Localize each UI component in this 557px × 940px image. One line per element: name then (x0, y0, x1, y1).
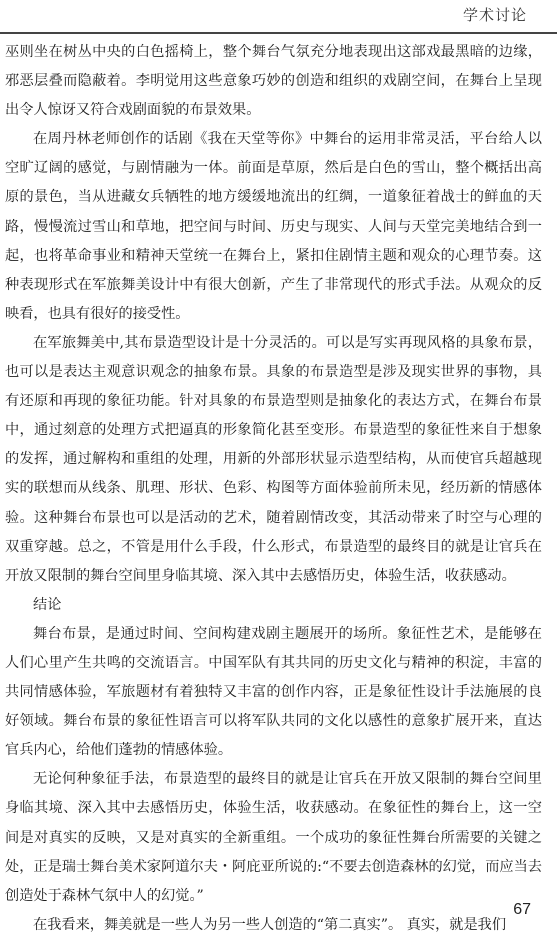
paragraph-5: 无论何种象征手法，布景造型的最终目的就是让官兵在开放又限制的舞台空间里身临其境、深入其中去感悟历史，体验生活，收获感动。在象征性的舞台上，这一空间是对真实的反映，又是对真实的全新重组。一个成功的象征性舞台所需要的关键之处，正是瑞士舞台美术家阿道尔夫・阿庇亚所说的:“不要去创造森林的幻觉，而应当去创造处于森林气氛中人的幻觉。” (5, 771, 542, 904)
paragraph-3: 在军旅舞美中,其布景造型设计是十分灵活的。可以是写实再现风格的具象布景，也可以是表达主观意识观念的抽象布景。具象的布景造型是涉及现实世界的事物，具有还原和再现的象征功能。针对具象的布景造型则是抽象化的表达方式，在舞台布景中，通过刻意的处理方式把逼真的形象简化甚至变形。布景造型的象征性来自于想象的发挥，通过解构和重组的处理，用新的外部形状显示造型结构，从而使官兵超越现实的联想而从线条、肌理、形状、色彩、构图等方面体验前所未见，经历新的情感体验。这种舞台布景也可以是活动的艺术，随着剧情改变，其活动带来了时空与心理的双重穿越。总之，不管是用什么手段，什么形式，布景造型的最终目的就是让官兵在开放又限制的舞台空间里身临其境、深入其中去感悟历史，体验生活，收获感动。 (5, 334, 542, 584)
running-header (0, 0, 557, 34)
section-title: 学术讨论 (462, 6, 527, 24)
article-body (5, 38, 542, 940)
paragraph-4: 舞台布景，是通过时间、空间构建戏剧主题展开的场所。象征性艺术，是能够在人们心里产生共鸣的交流语言。中国军队有其共同的历史文化与精神的积淀，丰富的共同情感体验，军旅题材有着独特又丰富的创作内容，正是象征性设计手法施展的良好领域。舞台布景的象征性语言可以将军队共同的文化以感性的意象扩展开来，直达官兵内心，给他们蓬勃的情感体验。 (5, 625, 542, 759)
paragraph-1: 巫则坐在树丛中央的白色摇椅上，整个舞台气氛充分地表现出这部戏最黑暗的边缘，邪恶层叠而隐蔽着。李明觉用这些意象巧妙的创造和组织的戏剧空间，在舞台上呈现出令人惊讶又符合戏剧面貌的布景效果。 (5, 44, 542, 119)
conclusion-heading: 结论 (33, 596, 62, 613)
paragraph-6: 在我看来，舞美就是一些人为另一些人创造的“第二真实”。 真实，就是我们 (33, 916, 507, 933)
paragraph-2: 在周丹林老师创作的话剧《我在天堂等你》中舞台的运用非常灵活，平台给人以空旷辽阔的感觉，与剧情融为一体。前面是草原，然后是白色的雪山，整个概括出高原的景色，当从进藏女兵牺牲的地方缓缓地流出的红绸，一道象征着战士的鲜血的天路，慢慢流过雪山和草地，把空间与时间、历史与现实、人间与天堂完美地结合到一起，也将革命事业和精神天堂统一在舞台上，紧扣住剧情主题和观众的心理节奏。这种表现形式在军旅舞美设计中有很大创新，产生了非常现代的形式手法。从观众的反映看，也具有很好的接受性。 (5, 131, 542, 322)
page-number: 67 (513, 901, 531, 918)
header-rule (0, 32, 557, 34)
